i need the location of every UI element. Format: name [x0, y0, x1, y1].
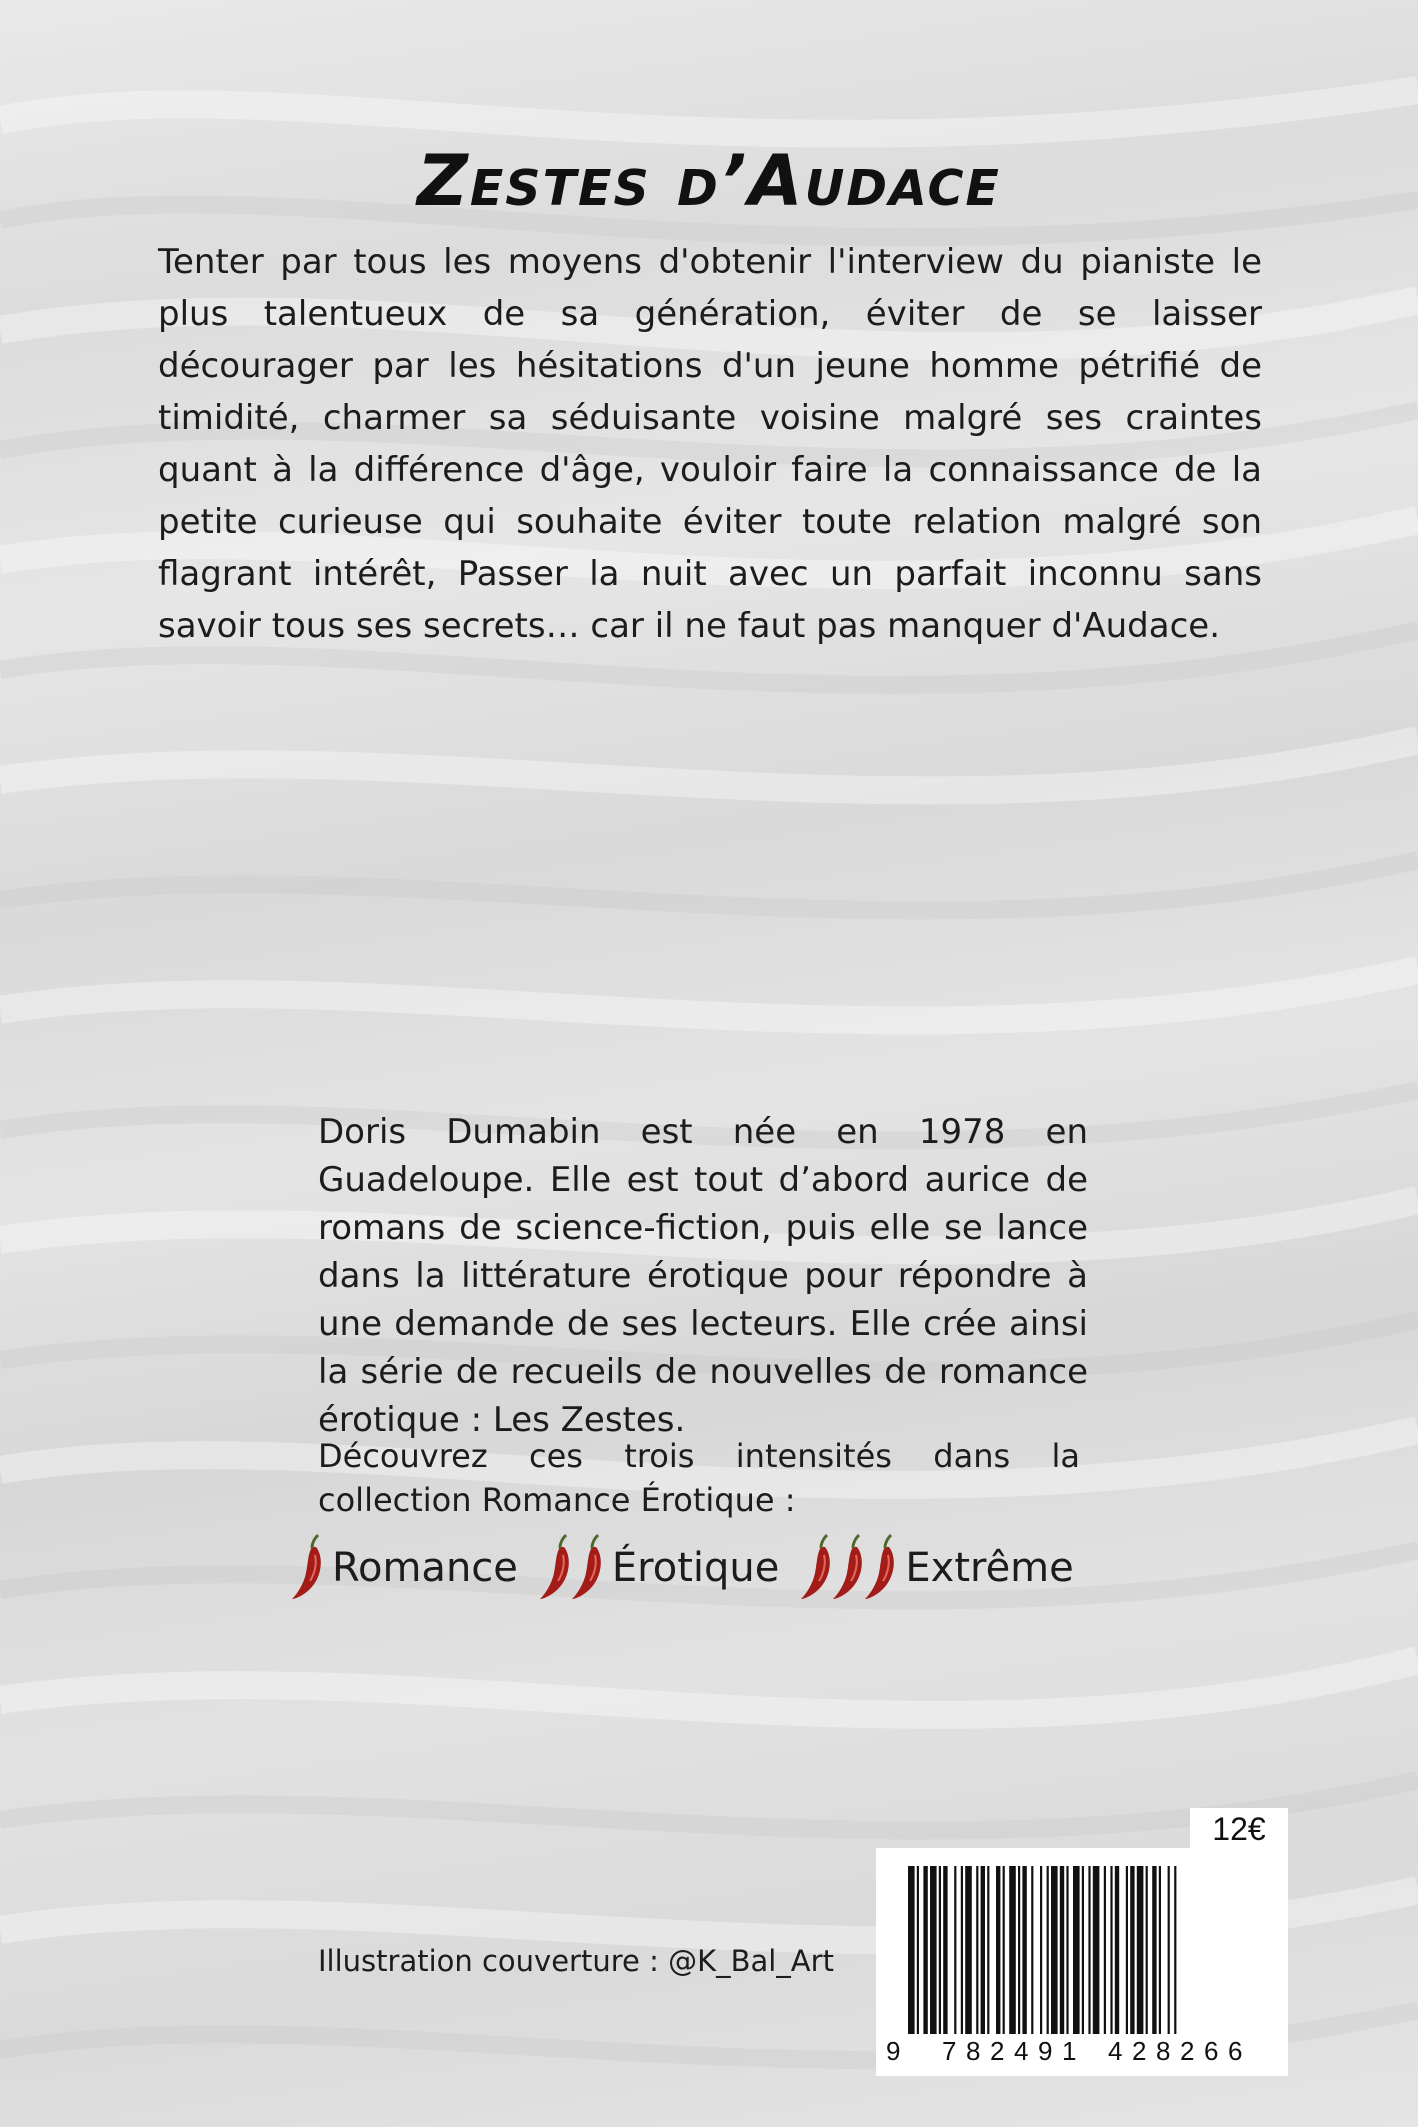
- barcode-bar: [1040, 1866, 1042, 2034]
- barcode-bar: [961, 1866, 963, 2034]
- barcode-bar: [943, 1866, 947, 2034]
- barcode-bar: [917, 1866, 919, 2034]
- barcode-bar: [976, 1866, 978, 2034]
- barcode-bar: [996, 1866, 1000, 2034]
- intensity-legend: [290, 1528, 1120, 1608]
- barcode-bar: [1047, 1866, 1049, 2034]
- barcode-bar: [1060, 1866, 1064, 2034]
- cover-illustration-credit: Illustration couverture : @K_Bal_Art: [318, 1944, 834, 1978]
- barcode-bar: [1066, 1866, 1068, 2034]
- isbn-digit: 8: [1156, 2036, 1171, 2066]
- intensity-label: Romance: [332, 1545, 518, 1591]
- isbn-barcode: [876, 1848, 1288, 2076]
- barcode-bar: [1018, 1866, 1020, 2034]
- isbn-digit: 9: [886, 2036, 901, 2066]
- barcode-bar: [1152, 1866, 1156, 2034]
- barcode-bar: [1073, 1866, 1080, 2034]
- isbn-digit: 4: [1014, 2036, 1029, 2066]
- intensity-romance: [290, 1533, 518, 1603]
- isbn-digit: 1: [1062, 2036, 1077, 2066]
- barcode-bar: [1031, 1866, 1033, 2034]
- intensity-label: Extrême: [905, 1545, 1074, 1591]
- isbn-digit: 2: [990, 2036, 1005, 2066]
- barcode-bar: [1110, 1866, 1112, 2034]
- barcode-bar: [1093, 1866, 1100, 2034]
- barcode-bar: [1009, 1866, 1016, 2034]
- barcode-bar: [1168, 1866, 1170, 2034]
- chili-pepper-icon: [570, 1533, 608, 1603]
- collection-intro: Découvrez ces trois intensités dans la collection Romance Érotique :: [318, 1437, 1080, 1519]
- barcode-bar: [1126, 1866, 1128, 2034]
- barcode-bar: [1104, 1866, 1106, 2034]
- chili-pepper-icon: [863, 1533, 901, 1603]
- price-tag: 12€: [1190, 1808, 1288, 1850]
- synopsis-paragraph: Tenter par tous les moyens d'obtenir l'interview du pianiste le plus talentueux de sa génération, éviter de se laisser décourager par les hésitations d'un jeune homme pétrifié de timidité, charmer sa séduisante voisine malgré ses craintes quant à la différence d'âge, vouloir faire la connaissance de la petite curieuse qui souhaite éviter toute relation malgré son flagrant intérêt, Passer la nuit avec un parfait inconnu sans savoir tous ses secrets… car il ne faut pas manquer d'Audace.: [158, 242, 1262, 646]
- isbn-number: [886, 2036, 1278, 2070]
- intensity-erotique: [538, 1533, 779, 1603]
- barcode-bar: [1159, 1866, 1161, 2034]
- isbn-digit: 2: [1180, 2036, 1195, 2066]
- barcode-bar: [1003, 1866, 1005, 2034]
- book-title: Zestes d’Audace: [417, 140, 1001, 222]
- pepper-group-3: [799, 1533, 895, 1603]
- intensity-extreme: [799, 1533, 1073, 1603]
- barcode-bar: [923, 1866, 927, 2034]
- isbn-digit: 8: [966, 2036, 981, 2066]
- barcode-bar: [1137, 1866, 1144, 2034]
- isbn-digit: 9: [1038, 2036, 1053, 2066]
- barcode-bar: [965, 1866, 972, 2034]
- barcode-bar: [1146, 1866, 1148, 2034]
- barcode-bar: [930, 1866, 937, 2034]
- isbn-digit: 6: [1228, 2036, 1243, 2066]
- barcode-bar: [1082, 1866, 1084, 2034]
- barcode-bar: [1115, 1866, 1119, 2034]
- intensity-label: Érotique: [611, 1545, 780, 1591]
- isbn-digit: 2: [1132, 2036, 1147, 2066]
- pepper-group-1: [290, 1533, 322, 1603]
- barcode-bar: [987, 1866, 989, 2034]
- barcode-bar: [1174, 1866, 1176, 2034]
- barcode-bar: [908, 1866, 915, 2034]
- barcode-bar: [981, 1866, 985, 2034]
- barcode-bar: [1022, 1866, 1026, 2034]
- isbn-digit: 4: [1108, 2036, 1123, 2066]
- barcode-bar: [1051, 1866, 1058, 2034]
- pepper-group-2: [538, 1533, 602, 1603]
- isbn-digit: 6: [1204, 2036, 1219, 2066]
- barcode-bar: [954, 1866, 956, 2034]
- isbn-digit: 7: [942, 2036, 957, 2066]
- barcode-bar: [1088, 1866, 1090, 2034]
- chili-pepper-icon: [290, 1533, 328, 1603]
- barcode-bar: [939, 1866, 941, 2034]
- barcode-bar: [1130, 1866, 1134, 2034]
- author-bio: Doris Dumabin est née en 1978 en Guadeloupe. Elle est tout d’abord aurice de romans de science-fiction, puis elle se lance dans la littérature érotique pour répondre à une demande de ses lecteurs. Elle crée ainsi la série de recueils de nouvelles de romance érotique : Les Zestes.: [318, 1112, 1088, 1440]
